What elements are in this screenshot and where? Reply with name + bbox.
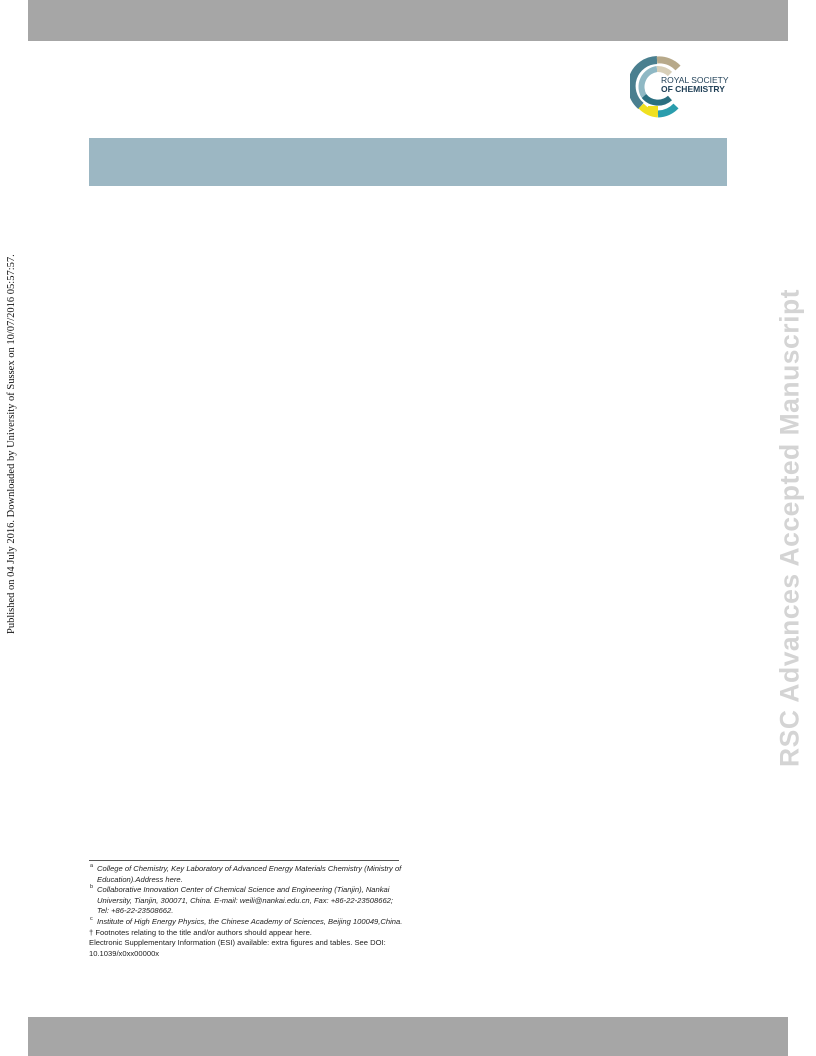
side-note-text: Published on 04 July 2016. Downloaded by University of Sussex on 10/07/2016 05:57:57. xyxy=(6,254,17,634)
affiliation-mark: c xyxy=(90,915,93,922)
affiliation-text: College of Chemistry, Key Laboratory of Advanced Energy Materials Chemistry (Ministry of Education).Address here. xyxy=(97,864,402,884)
footnote-rule xyxy=(89,860,399,861)
affiliation-mark: a xyxy=(90,863,94,869)
top-bar xyxy=(28,0,788,41)
dagger-footnote: † Footnotes relating to the title and/or authors should appear here. xyxy=(89,927,312,937)
affiliation-text: Collaborative Innovation Center of Chemical Science and Engineering (Tianjin), Nankai University, Tianjin, 300071, China. E-mail: weili@nankai.edu.cn, Fax: +86-22-23508662; Tel: +86-22-23508662. xyxy=(97,885,394,916)
affiliation-text: Institute of High Energy Physics, the Chinese Academy of Sciences, Beijing 100049,China. xyxy=(97,916,403,926)
affiliation-mark: b xyxy=(90,884,94,891)
header-band xyxy=(89,138,727,186)
affiliation-b xyxy=(89,885,404,917)
affiliation-c xyxy=(89,917,404,928)
bottom-bar xyxy=(28,1017,788,1056)
esi-footnote: Electronic Supplementary Information (ESI) available: extra figures and tables. See DOI: 10.1039/x0xx00000x xyxy=(89,938,386,958)
footnotes xyxy=(89,864,404,959)
logo-line-2: OF CHEMISTRY xyxy=(661,84,725,94)
watermark-text: RSC Advances Accepted Manuscript xyxy=(774,289,805,767)
logo-line-1: ROYAL SOCIETY xyxy=(661,75,729,85)
rsc-logo-text xyxy=(661,76,729,94)
affiliation-a xyxy=(89,864,404,885)
